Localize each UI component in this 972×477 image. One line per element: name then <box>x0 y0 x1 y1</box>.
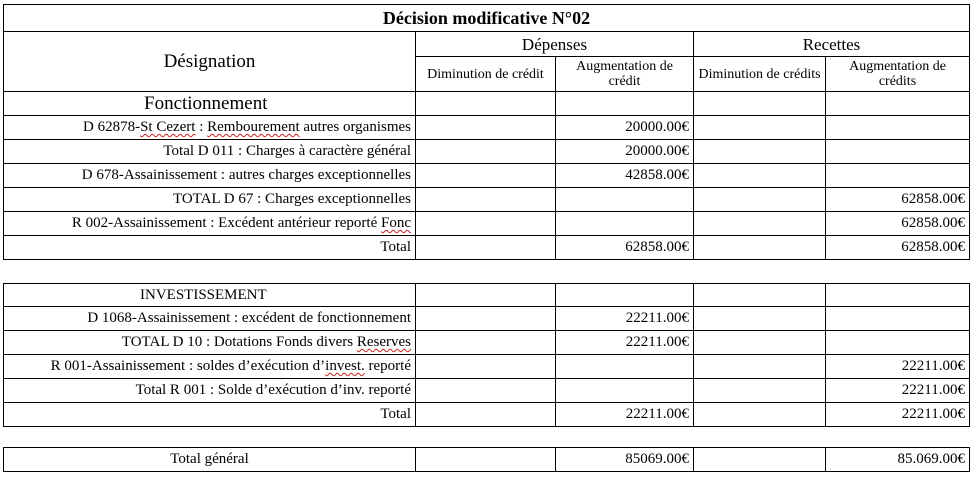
cell-dep-dim <box>416 307 556 331</box>
rec-augmentation-header: Augmentation de crédits <box>826 57 970 92</box>
investissement-total-row <box>4 403 970 427</box>
cell-rec-aug <box>826 164 970 188</box>
spellcheck-text: invest. <box>325 358 365 374</box>
row-designation <box>4 331 416 355</box>
total-dep-aug: 22211.00€ <box>556 403 694 427</box>
cell-dep-dim <box>416 164 556 188</box>
cell-rec-dim <box>694 212 826 236</box>
dep-augmentation-header: Augmentation de crédit <box>556 57 694 92</box>
cell-dep-aug <box>556 212 694 236</box>
row-designation <box>4 140 416 164</box>
cell-dep-aug: 22211.00€ <box>556 331 694 355</box>
cell-rec-dim <box>694 307 826 331</box>
depenses-header: Dépenses <box>416 32 694 57</box>
cell-rec-dim <box>694 140 826 164</box>
cell-dep-dim <box>416 140 556 164</box>
total-dep-aug: 62858.00€ <box>556 236 694 260</box>
total-general-table <box>3 447 970 472</box>
cell-rec-dim <box>694 164 826 188</box>
table-row <box>4 164 970 188</box>
table-row <box>4 307 970 331</box>
total-label: Total <box>4 403 416 427</box>
cell-rec-dim <box>694 188 826 212</box>
table-row <box>4 188 970 212</box>
designation-text: TOTAL D 10 : Dotations Fonds divers <box>121 334 357 350</box>
document-title: Décision modificative N°02 <box>4 5 970 32</box>
cell-dep-aug: 22211.00€ <box>556 307 694 331</box>
spellcheck-text: Reserves <box>356 334 411 350</box>
cell-dep-dim <box>416 188 556 212</box>
cell-dep-dim <box>416 355 556 379</box>
designation-text: R 002-Assainissement : Excédent antérieur reporté <box>71 215 381 231</box>
cell-dep-dim <box>416 212 556 236</box>
cell-rec-aug: 22211.00€ <box>826 355 970 379</box>
total-general-rec-aug: 85.069.00€ <box>826 448 970 472</box>
investissement-table <box>3 283 970 427</box>
cell-rec-aug <box>826 307 970 331</box>
cell-rec-aug <box>826 116 970 140</box>
cell-dep-dim <box>416 379 556 403</box>
row-designation <box>4 164 416 188</box>
spellcheck-text: St Cezert <box>140 119 196 135</box>
designation-text: D 62878- <box>82 119 141 135</box>
total-label: Total <box>4 236 416 260</box>
spellcheck-text: Fonc <box>381 215 411 231</box>
table-row <box>4 331 970 355</box>
cell-dep-aug: 20000.00€ <box>556 140 694 164</box>
table-row <box>4 379 970 403</box>
table-row <box>4 355 970 379</box>
recettes-header: Recettes <box>694 32 970 57</box>
cell-rec-dim <box>694 116 826 140</box>
cell-rec-dim <box>694 355 826 379</box>
row-designation <box>4 379 416 403</box>
cell-dep-aug <box>556 379 694 403</box>
designation-header: Désignation <box>4 32 416 92</box>
designation-text: Total R 001 : Solde d’exécution d’inv. reporté <box>135 382 411 398</box>
total-rec-aug: 22211.00€ <box>826 403 970 427</box>
fonctionnement-table <box>3 4 970 260</box>
total-general-row <box>4 448 970 472</box>
total-general-label: Total général <box>4 448 416 472</box>
total-general-dep-aug: 85069.00€ <box>556 448 694 472</box>
rec-diminution-header: Diminution de crédits <box>694 57 826 92</box>
row-designation <box>4 355 416 379</box>
table-row <box>4 212 970 236</box>
designation-text: D 1068-Assainissement : excédent de fonctionnement <box>87 310 411 326</box>
table-row <box>4 116 970 140</box>
cell-dep-aug: 42858.00€ <box>556 164 694 188</box>
fonctionnement-total-row <box>4 236 970 260</box>
cell-rec-aug: 62858.00€ <box>826 188 970 212</box>
fonctionnement-label: Fonctionnement <box>4 92 416 116</box>
designation-text: R 001-Assainissement : soldes d’exécution d’ <box>50 358 326 374</box>
cell-dep-aug <box>556 188 694 212</box>
total-rec-aug: 62858.00€ <box>826 236 970 260</box>
designation-text: autres organismes <box>299 119 411 135</box>
row-designation <box>4 307 416 331</box>
investissement-label: INVESTISSEMENT <box>4 284 416 307</box>
dep-diminution-header: Diminution de crédit <box>416 57 556 92</box>
row-designation <box>4 188 416 212</box>
cell-dep-dim <box>416 331 556 355</box>
designation-text: : <box>195 119 208 135</box>
table-row <box>4 140 970 164</box>
designation-text: D 678-Assainissement : autres charges exceptionnelles <box>81 167 411 183</box>
spellcheck-text: Rembourement <box>207 119 300 135</box>
cell-rec-aug <box>826 331 970 355</box>
cell-rec-dim <box>694 331 826 355</box>
cell-dep-aug: 20000.00€ <box>556 116 694 140</box>
cell-dep-dim <box>416 116 556 140</box>
cell-rec-aug: 62858.00€ <box>826 212 970 236</box>
row-designation <box>4 212 416 236</box>
cell-rec-aug: 22211.00€ <box>826 379 970 403</box>
cell-rec-dim <box>694 379 826 403</box>
designation-text: Total D 011 : Charges à caractère général <box>163 143 411 159</box>
row-designation <box>4 116 416 140</box>
designation-text: reporté <box>364 358 411 374</box>
cell-rec-aug <box>826 140 970 164</box>
designation-text: TOTAL D 67 : Charges exceptionnelles <box>172 191 411 207</box>
cell-dep-aug <box>556 355 694 379</box>
